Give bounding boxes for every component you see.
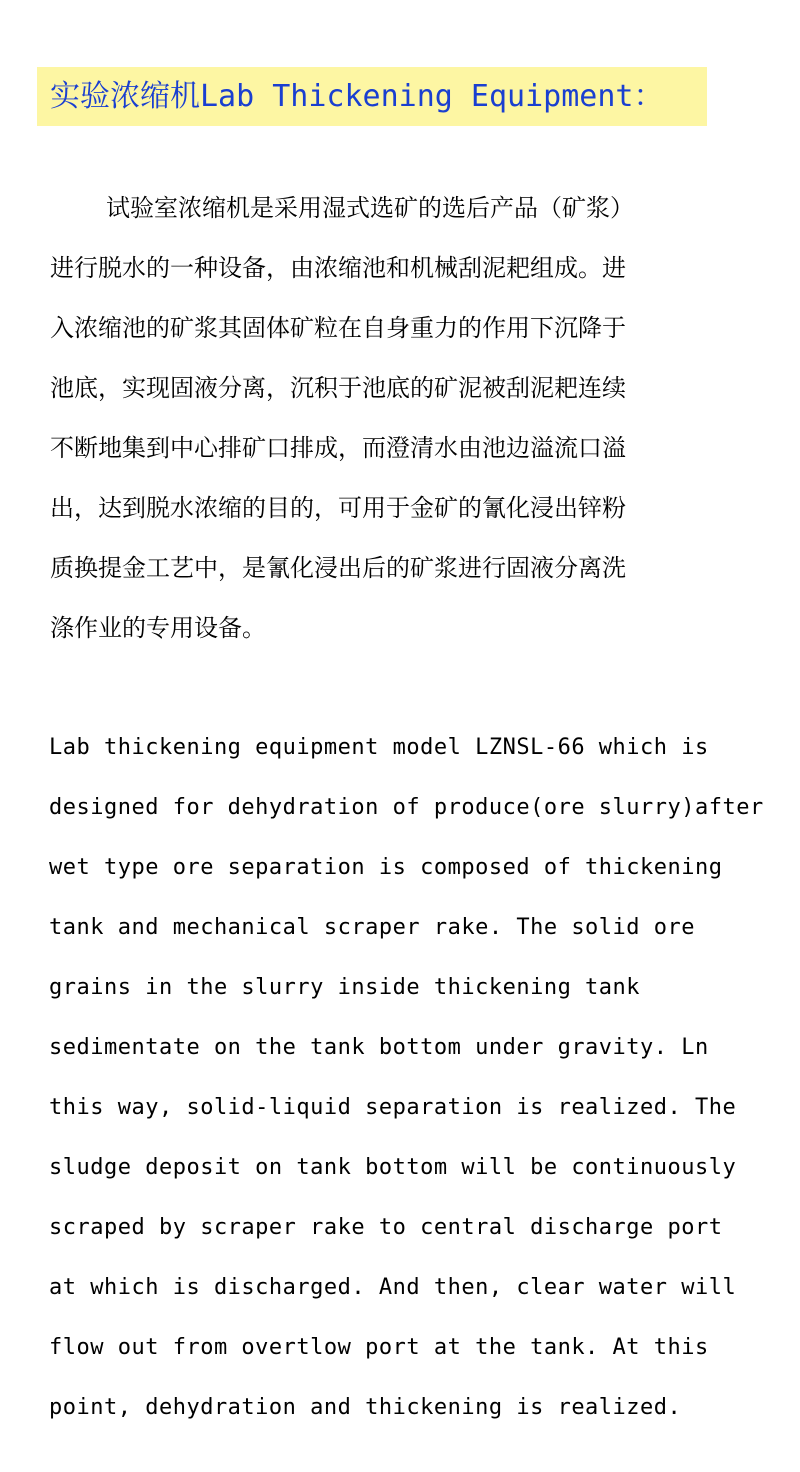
english-line: tank and mechanical scraper rake. The solid ore xyxy=(49,915,696,940)
english-line: at which is discharged. And then, clear water will xyxy=(49,1275,737,1300)
english-line: wet type ore separation is composed of thickening xyxy=(49,855,723,880)
chinese-line: 不断地集到中心排矿口排成，而澄清水由池边溢流口溢 xyxy=(50,434,626,462)
chinese-line: 涤作业的专用设备。 xyxy=(50,614,266,642)
chinese-description xyxy=(50,178,730,658)
english-line: designed for dehydration of produce(ore slurry)after xyxy=(49,795,764,820)
chinese-line: 试验室浓缩机是采用湿式选矿的选后产品（矿浆） xyxy=(106,194,634,222)
english-line: grains in the slurry inside thickening tank xyxy=(49,975,641,1000)
chinese-line: 出，达到脱水浓缩的目的，可用于金矿的氰化浸出锌粉 xyxy=(50,494,626,522)
chinese-line: 进行脱水的一种设备，由浓缩池和机械刮泥耙组成。进 xyxy=(50,254,626,282)
english-description xyxy=(49,718,789,1438)
page-title: 实验浓缩机Lab Thickening Equipment： xyxy=(50,79,664,114)
english-line: flow out from overtlow port at the tank. At this xyxy=(49,1335,709,1360)
english-line: sludge deposit on tank bottom will be continuously xyxy=(49,1155,737,1180)
english-line: Lab thickening equipment model LZNSL-66 which is xyxy=(49,735,709,760)
english-line: point, dehydration and thickening is realized. xyxy=(49,1395,682,1420)
chinese-line: 质换提金工艺中，是氰化浸出后的矿浆进行固液分离洗 xyxy=(50,554,626,582)
english-line: scraped by scraper rake to central discharge port xyxy=(49,1215,723,1240)
english-line: sedimentate on the tank bottom under gravity. Ln xyxy=(49,1035,709,1060)
chinese-line: 入浓缩池的矿浆其固体矿粒在自身重力的作用下沉降于 xyxy=(50,314,626,342)
chinese-line: 池底，实现固液分离，沉积于池底的矿泥被刮泥耙连续 xyxy=(50,374,626,402)
english-line: this way, solid-liquid separation is realized. The xyxy=(49,1095,737,1120)
